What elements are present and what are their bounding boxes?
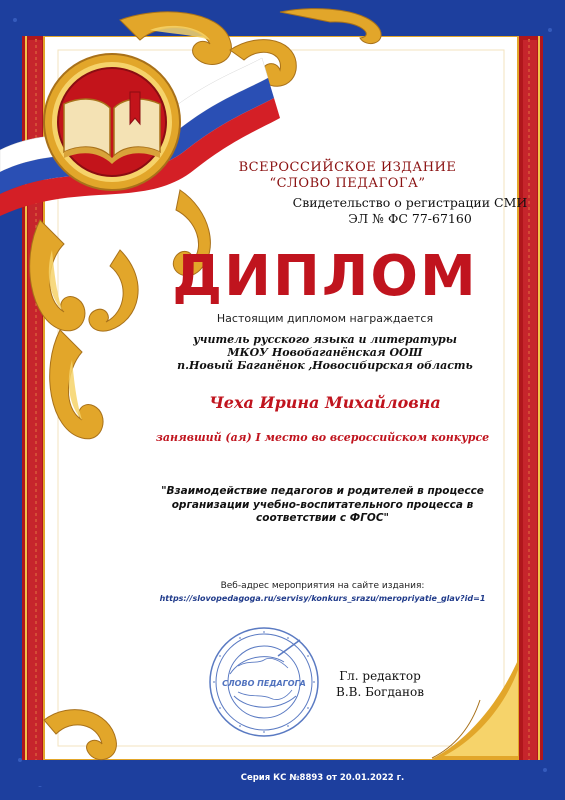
registration-number: ЭЛ № ФС 77-67160	[348, 211, 472, 226]
place-line: занявший (ая) I место во всероссийском конкурсе	[155, 431, 490, 444]
diploma-title: ДИПЛОМ	[172, 244, 478, 309]
contest-name: "Взаимодействие педагогов и родителей в процессе организации учебно-воспитательного процесса в соответствии с ФГОС"	[161, 485, 484, 524]
recipient-position: учитель русского языка и литературы	[193, 333, 457, 346]
registration-label: Свидетельство о регистрации СМИ	[292, 195, 528, 210]
seal-stamp	[208, 626, 320, 738]
editor-title: Гл. редактор	[339, 669, 421, 683]
seal-center-text: СЛОВО ПЕДАГОГА	[222, 679, 306, 688]
publisher-title: ВСЕРОССИЙСКОЕ ИЗДАНИЕ	[238, 160, 457, 175]
recipient-location: п.Новый Баганёнок ,Новосибирская область	[177, 359, 473, 372]
series-number: Серия КС №8893 от 20.01.2022 г.	[240, 773, 405, 783]
recipient-school: МКОУ Новобаганёнская ООШ	[227, 346, 423, 359]
website-label: Веб-адрес мероприятия на сайте издания:	[220, 581, 425, 591]
awarded-line: Настоящим дипломом награждается	[216, 312, 434, 325]
website-link[interactable]: https://slovopedagoga.ru/servisy/konkurs_srazu/meropriyatie_glav?id=1	[159, 594, 486, 603]
recipient-name: Чеха Ирина Михайловна	[209, 393, 441, 412]
publisher-name: “СЛОВО ПЕДАГОГА”	[269, 176, 426, 191]
editor-name: В.В. Богданов	[336, 685, 424, 699]
